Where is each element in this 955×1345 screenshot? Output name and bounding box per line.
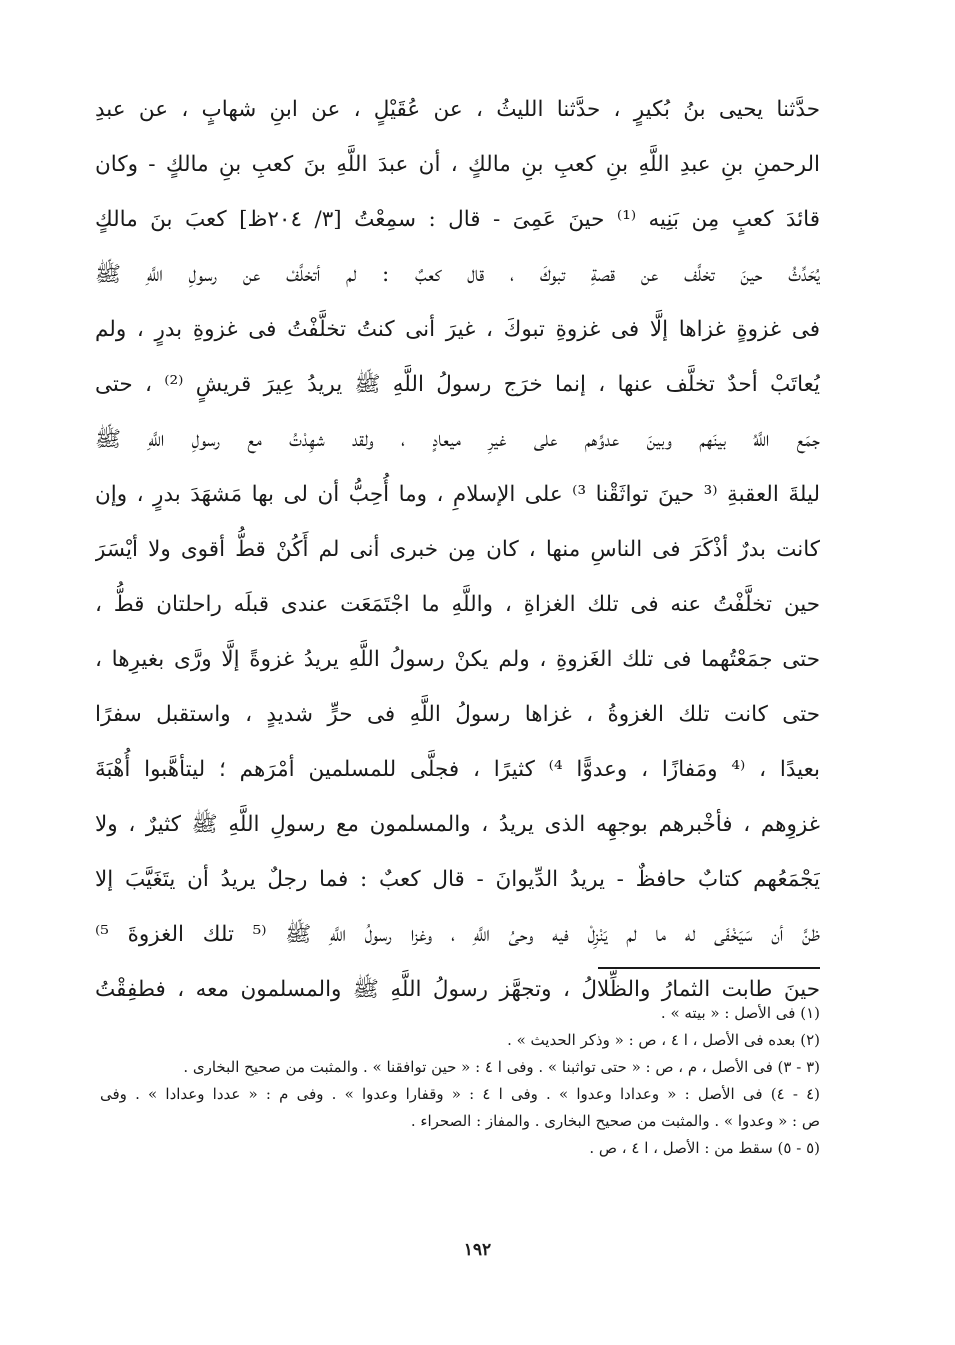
text-line: حتى جمَعْتُهما فى تلك الغَزوةِ ، ولم يكنْ رسولُ اللَّهِ يريدُ غزوةً إلَّا ورَّى بغيرِها ، [95,647,820,672]
footnote-separator [598,967,820,969]
text-line: حدَّثنا يحيى بنُ بُكيرٍ ، حدَّثنا الليثُ ، عن عُقَيْلٍ ، عن ابنِ شهابٍ ، عن عبدِ [95,97,820,122]
footnote-continuation: ص : « وعدوا » . والمثبت من صحيح البخارى . والمفاز : الصحراء . [410,1112,820,1130]
footnote: (٢) بعده فى الأصل ، ا ٤ ، ص : « وذكر الحديث » . [507,1031,820,1049]
text-line: كانت بدرٌ أذْكَرَ فى الناسِ منها ، كان مِن خبرى أنى لم أَكُنْ قطُّ أقوى ولا أيْسَرَ [95,537,820,562]
footnote: (٥ - ٥) سقط من : الأصل ، ا ٤ ، ص . [589,1139,820,1157]
text-line: غزوِهم ، فأخْبرهم بوجهِه الذى يريدُ ، والمسلمون مع رسولِ اللَّهِ ﷺ كثيرٌ ، ولا [95,812,820,837]
footnote: (٣ - ٣) فى الأصل ، م ، ص : « حتى تواثبنا » . وفى ا ٤ : « حين توافقنا » . والمثبت من صحيح البخارى . [183,1058,820,1076]
text-line: الرحمنِ بنِ عبدِ اللَّهِ بنِ كعبِ بنِ مالكٍ ، أن عبدَ اللَّهِ بنَ كعبِ بنِ مالكٍ - وكان [95,152,820,177]
text-line: حتى كانت تلك الغزوةُ ، غزاها رسولُ اللَّهِ فى حرٍّ شديدٍ ، واستقبل سفرًا [95,702,820,727]
page-number: ١٩٢ [463,1240,492,1260]
footnote: (١) فى الأصل : « بيته » . [660,1004,820,1022]
text-line: يُحَدِّثُ حينَ تخلَّف عن قصةِ تبوكَ ، قال كعبٌ : لم أتخلَّفْ عن رسولِ اللَّهِ ﷺ [95,262,820,287]
text-line: قائدَ كعبٍ مِن بَنِيه ⁽¹⁾ حينَ عَمِىَ - قال : سمِعْتُ [٣/ ٢٠٤ظ] كعبَ بنَ مالكٍ [95,207,820,232]
text-line: حينَ طابت الثمارُ والظِّلالُ ، وتجهَّز رسولُ اللَّهِ ﷺ والمسلمون معه ، فطفِقْتُ [95,977,820,1002]
footnotes [100,1000,820,1162]
text-line: فى غزوةٍ غزاها إلَّا فى غزوةِ تبوكَ ، غيرَ أنى كنتُ تخلَّفْتُ فى غزوةِ بدرٍ ، ولم [95,317,820,342]
text-line: ليلةَ العقبةِ ⁽³ حينَ تواثَقْنا ³⁾ على الإسلامِ ، وما أُحِبُّ أن لى بها مَشهَدَ بدرٍ ، وإن [95,482,820,507]
text-line: يُعاتَبْ أحدٌ تخلَّف عنها ، إنما خرَج رسولُ اللَّهِ ﷺ يريدُ عِيرَ قريشٍ ⁽²⁾ ، حتى [95,372,820,397]
text-line: جمَع اللَّهُ بينَهم وبينَ عدوِّهم على غيرِ ميعادٍ ، ولقد شهِدْتُ مع رسولِ اللَّهِ ﷺ [95,427,820,452]
footnote: (٤ - ٤) فى الأصل : « وعدادا وعدوا » . وفى ا ٤ : « وقفارا وعدوا » . وفى م : « عددا وعدادا » . وفى [100,1085,820,1103]
text-line: يَجْمَعُهم كتابٌ حافظٌ - يريدُ الدِّيوانَ - قال كعبٌ : فما رجلٌ يريدُ أن يتَغَيَّبَ إلا [95,867,820,892]
text-line: ظنَّ أن سَيَخْفَى له ما لم يَنْزِلْ فيه وحىُ اللَّهِ ، وغزا رسولُ اللَّهِ ﷺ ⁽⁵ تلك الغزوةَ ⁵⁾ [95,922,820,947]
text-line: حين تخلَّفْتُ عنه فى تلك الغزاةِ ، واللَّهِ ما اجْتَمَعَت عندى قبلَه راحلتان قطُّ ، [95,592,820,617]
main-text [95,82,820,1017]
text-line: بعيدًا ، ⁽⁴ ومَفازًا ، وعدوًّا ⁴⁾ كثيرًا ، فجلَّى للمسلمين أمْرَهم ؛ ليتأهَّبوا أُهْبَةَ [95,757,820,782]
